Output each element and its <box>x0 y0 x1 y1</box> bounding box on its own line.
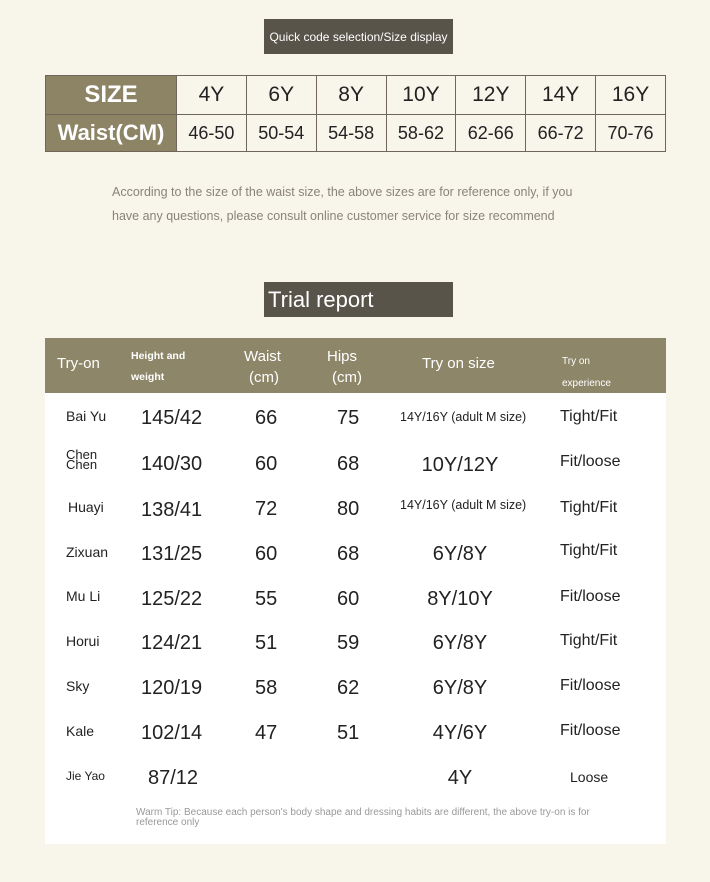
row-hips: 68 <box>337 543 360 565</box>
row-name: Jie Yao <box>66 769 105 783</box>
waist-cell: 54-58 <box>316 115 386 152</box>
header-size: Try on size <box>422 355 495 372</box>
header-waist-line2: (cm) <box>249 369 279 386</box>
row-waist: 72 <box>255 498 278 520</box>
row-waist: 47 <box>255 722 278 744</box>
row-waist: 51 <box>255 632 278 654</box>
row-name: Kale <box>66 723 95 739</box>
row-hips: 75 <box>337 407 360 429</box>
row-experience: Tight/Fit <box>560 499 618 516</box>
report-row <box>45 710 666 755</box>
row-name: Sky <box>66 678 90 694</box>
row-height-weight: 120/19 <box>141 677 203 699</box>
report-row <box>45 665 666 710</box>
row-experience: Fit/loose <box>560 722 621 739</box>
quick-code-banner-text: Quick code selection/Size display <box>269 29 448 44</box>
row-size: 4Y <box>447 767 473 789</box>
size-table <box>45 75 666 152</box>
size-note: According to the size of the waist size, the above sizes are for reference only, if you have any questions, please consult online customer service for size recommend <box>112 185 573 223</box>
report-row <box>45 530 666 575</box>
row-waist: 66 <box>255 407 278 429</box>
header-hips-line1: Hips <box>327 348 358 365</box>
row-name: Zixuan <box>66 544 109 560</box>
report-row <box>45 620 666 665</box>
row-experience: Fit/loose <box>560 588 621 605</box>
size-row <box>46 76 666 115</box>
size-cell: 12Y <box>456 76 526 115</box>
row-hips: 80 <box>337 498 360 520</box>
size-cell: 14Y <box>526 76 596 115</box>
waist-cell: 50-54 <box>246 115 316 152</box>
row-experience: Loose <box>570 769 609 785</box>
report-row <box>45 485 666 530</box>
row-name: Horui <box>66 633 100 649</box>
warm-tip: Warm Tip: Because each person's body shape and dressing habits are different, the above try-on is for reference only <box>136 807 590 828</box>
row-size: 6Y/8Y <box>432 543 488 565</box>
row-height-weight: 138/41 <box>141 499 203 521</box>
row-name: Huayi <box>68 499 104 515</box>
row-height-weight: 140/30 <box>141 453 203 475</box>
size-cell: 4Y <box>177 76 247 115</box>
row-waist: 60 <box>255 453 278 475</box>
row-waist: 60 <box>255 543 278 565</box>
row-height-weight: 145/42 <box>141 407 203 429</box>
report-row <box>45 755 666 800</box>
waist-cell: 66-72 <box>526 115 596 152</box>
row-hips: 60 <box>337 588 360 610</box>
quick-code-banner <box>264 19 453 54</box>
row-size: 6Y/8Y <box>432 632 488 654</box>
row-size: 10Y/12Y <box>421 454 499 476</box>
waist-cell: 58-62 <box>386 115 456 152</box>
row-experience: Tight/Fit <box>560 632 618 649</box>
header-hw-line1: Height and <box>131 350 186 362</box>
row-waist: 58 <box>255 677 278 699</box>
row-name: Chen Chen <box>66 447 98 472</box>
size-cell: 6Y <box>246 76 316 115</box>
header-exp-line2: experience <box>562 378 611 389</box>
row-height-weight: 131/25 <box>141 543 203 565</box>
row-height-weight: 124/21 <box>141 632 203 654</box>
trial-report-banner <box>264 282 453 317</box>
header-waist-line1: Waist <box>244 348 281 365</box>
waist-cell: 62-66 <box>456 115 526 152</box>
size-cell: 8Y <box>316 76 386 115</box>
report-row <box>45 440 666 485</box>
header-exp-line1: Try on <box>562 356 590 367</box>
waist-row <box>46 115 666 152</box>
row-hips: 51 <box>337 722 360 744</box>
report-row <box>45 575 666 620</box>
header-hw-line2: weight <box>131 371 165 383</box>
size-cell: 10Y <box>386 76 456 115</box>
row-hips: 59 <box>337 632 360 654</box>
header-hips-line2: (cm) <box>332 369 362 386</box>
row-size: 6Y/8Y <box>432 677 488 699</box>
row-size: 4Y/6Y <box>432 722 488 744</box>
waist-cell: 70-76 <box>596 115 666 152</box>
report-row <box>45 395 666 440</box>
row-height-weight: 87/12 <box>148 767 199 789</box>
row-size: 14Y/16Y (adult M size) <box>400 410 527 424</box>
row-hips: 62 <box>337 677 360 699</box>
waist-label: Waist(CM) <box>46 115 177 152</box>
row-size: 8Y/10Y <box>427 588 493 610</box>
report-header <box>45 338 666 393</box>
row-experience: Tight/Fit <box>560 542 618 559</box>
size-label: SIZE <box>46 76 177 115</box>
row-hips: 68 <box>337 453 360 475</box>
row-name: Bai Yu <box>66 408 107 424</box>
size-cell: 16Y <box>596 76 666 115</box>
header-tryon: Try-on <box>57 355 100 372</box>
row-experience: Fit/loose <box>560 677 621 694</box>
trial-report-title: Trial report <box>268 286 374 312</box>
trial-report-table <box>45 338 666 844</box>
row-waist: 55 <box>255 588 278 610</box>
row-experience: Fit/loose <box>560 453 621 470</box>
row-size: 14Y/16Y (adult M size) <box>400 498 527 512</box>
row-height-weight: 125/22 <box>141 588 203 610</box>
row-height-weight: 102/14 <box>141 722 203 744</box>
row-name: Mu Li <box>66 588 101 604</box>
row-experience: Tight/Fit <box>560 408 618 425</box>
waist-cell: 46-50 <box>177 115 247 152</box>
